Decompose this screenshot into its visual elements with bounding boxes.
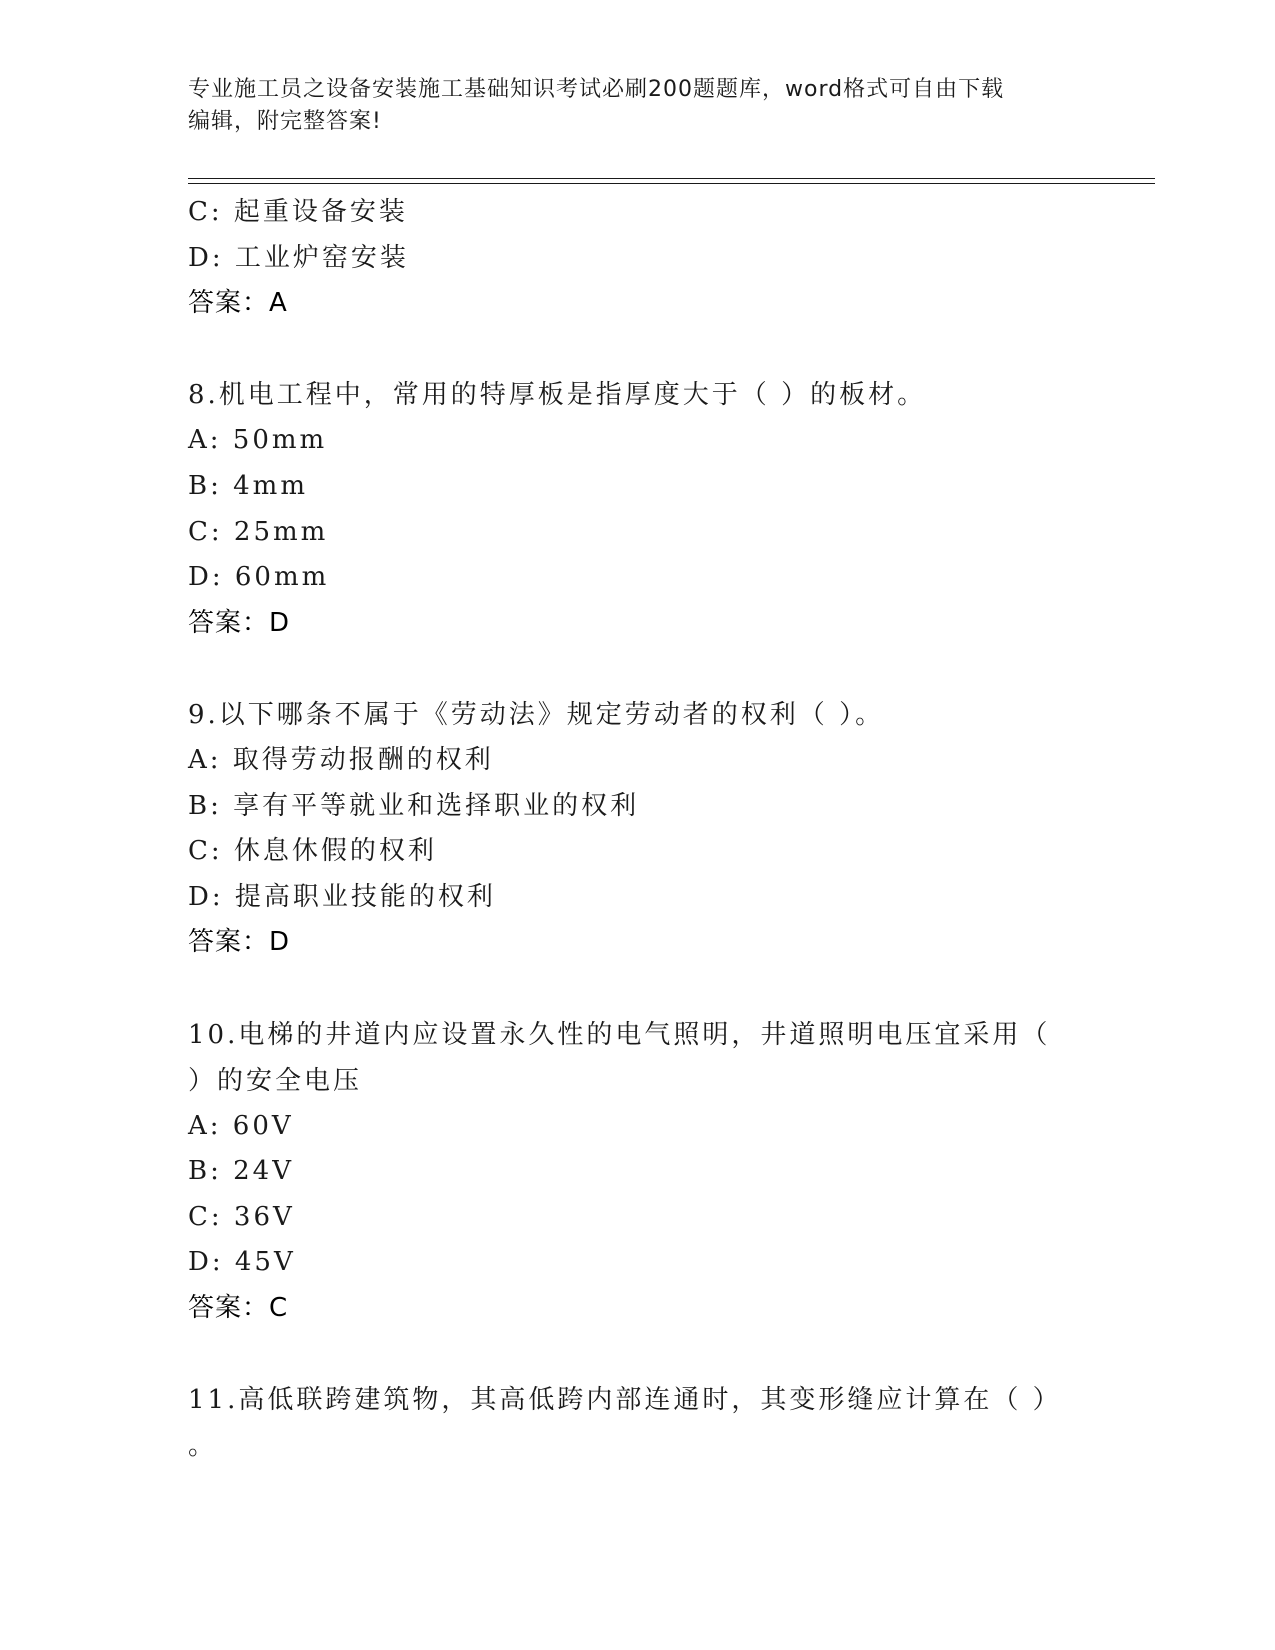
option-b: B: 4mm bbox=[188, 470, 308, 501]
option-b: B: 24V bbox=[188, 1156, 294, 1187]
answer-line: 答案：D bbox=[188, 927, 291, 958]
question-stem-10-line2: ）的安全电压 bbox=[188, 1065, 363, 1096]
header-divider-bottom bbox=[188, 183, 1155, 184]
option-d: D: 60mm bbox=[188, 562, 330, 593]
option-d: D: 提高职业技能的权利 bbox=[188, 881, 496, 912]
spacer bbox=[188, 1331, 1068, 1377]
answer-line: 答案：A bbox=[188, 288, 288, 319]
option-d: D: 45V bbox=[188, 1247, 296, 1278]
option-c: C: 36V bbox=[188, 1201, 295, 1232]
option-d: D: 工业炉窑安装 bbox=[188, 242, 409, 273]
option-a: A: 50mm bbox=[188, 425, 328, 456]
question-stem-10-line1: 10.电梯的井道内应设置永久性的电气照明，井道照明电压宜采用（ bbox=[188, 1019, 1051, 1050]
question-content bbox=[188, 190, 1068, 1469]
question-stem-11-line2: 。 bbox=[188, 1431, 218, 1462]
header-title-line2: 编辑，附完整答案! bbox=[188, 109, 382, 134]
question-stem-11-line1: 11.高低联跨建筑物，其高低跨内部连通时，其变形缝应计算在（ ） bbox=[188, 1385, 1062, 1416]
document-header bbox=[188, 74, 1088, 138]
option-a: A: 取得劳动报酬的权利 bbox=[188, 744, 494, 775]
question-stem-9: 9.以下哪条不属于《劳动法》规定劳动者的权利（ ）。 bbox=[188, 699, 885, 730]
option-c: C: 25mm bbox=[188, 516, 329, 547]
option-c: C: 起重设备安装 bbox=[188, 197, 408, 227]
option-a: A: 60V bbox=[188, 1110, 294, 1141]
answer-line: 答案：D bbox=[188, 607, 291, 638]
question-stem-8: 8.机电工程中，常用的特厚板是指厚度大于（ ）的板材。 bbox=[188, 380, 927, 411]
spacer bbox=[188, 966, 1068, 1012]
spacer bbox=[188, 646, 1068, 692]
option-b: B: 享有平等就业和选择职业的权利 bbox=[188, 790, 640, 821]
header-divider-top bbox=[188, 178, 1155, 179]
answer-line: 答案：C bbox=[188, 1292, 289, 1323]
header-title-line1: 专业施工员之设备安装施工基础知识考试必刷200题题库，word格式可自由下载 bbox=[188, 77, 1005, 102]
spacer bbox=[188, 327, 1068, 373]
option-c: C: 休息休假的权利 bbox=[188, 836, 437, 867]
